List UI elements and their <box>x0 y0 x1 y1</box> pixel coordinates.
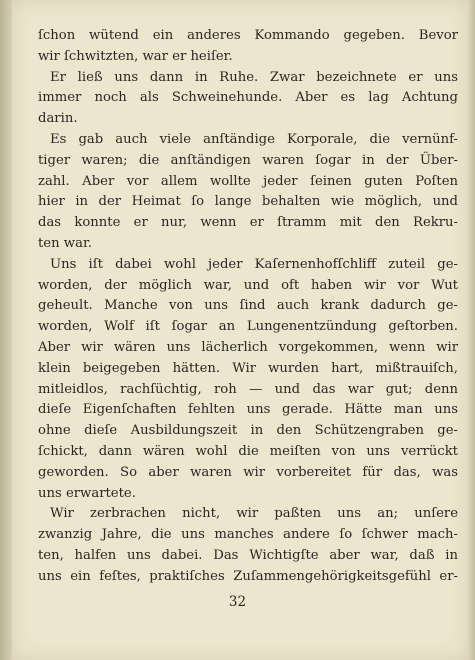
text-line: immer noch als Schweinehunde. Aber es lag Achtung <box>38 90 458 106</box>
text-line: ohne dieſe Ausbildungszeit in den Schützengraben ge- <box>38 423 458 439</box>
text-line: ſchickt, dann wären wohl die meiſten von uns verrückt <box>38 443 458 459</box>
text-line: darin. <box>38 111 78 127</box>
text-line: worden, Wolf iſt ſogar an Lungenentzündung geſtorben. <box>38 319 458 335</box>
text-line: Er ließ uns dann in Ruhe. Zwar bezeichnete er uns <box>50 69 458 85</box>
text-line: tiger waren; die anſtändigen waren ſogar in der Über- <box>38 152 458 168</box>
text-line: zwanzig Jahre, die uns manches andere ſo ſchwer mach- <box>38 527 458 543</box>
paragraph <box>38 68 458 130</box>
text-line: worden, der möglich war, und oft haben wir vor Wut <box>38 277 458 293</box>
text-line: Wir zerbrachen nicht, wir paßten uns an; unſere <box>50 506 458 522</box>
page-edge-right <box>468 0 475 660</box>
text-line: ten war. <box>38 235 92 251</box>
text-line: geheult. Manche von uns ſind auch krank dadurch ge- <box>38 298 458 314</box>
paragraph <box>38 26 458 68</box>
text-line: hier in der Heimat ſo lange behalten wie möglich, und <box>38 194 458 210</box>
text-line: Aber wir wären uns lächerlich vorgekommen, wenn wir <box>38 339 458 355</box>
page-gutter-left <box>0 0 12 660</box>
text-line: Es gab auch viele anſtändige Korporale, die vernünf- <box>50 131 458 147</box>
paragraph <box>38 255 458 505</box>
text-line: klein beigegeben hätten. Wir wurden hart, mißtrauiſch, <box>38 360 458 376</box>
text-line: wir ſchwitzten, war er heiſer. <box>38 48 233 64</box>
paragraph <box>38 130 458 255</box>
text-line: geworden. So aber waren wir vorbereitet für das, was <box>38 464 458 480</box>
text-line: uns ein feſtes, praktiſches Zuſammengehörigkeitsgefühl er- <box>38 568 458 584</box>
text-line: zahl. Aber vor allem wollte jeder ſeinen guten Poſten <box>38 173 458 189</box>
text-line: Uns iſt dabei wohl jeder Kaſernenhofſchliff zuteil ge- <box>50 256 458 272</box>
text-line: uns erwartete. <box>38 485 136 501</box>
paragraph <box>38 504 458 587</box>
text-line: dieſe Eigenſchaften fehlten uns gerade. Hätte man uns <box>38 402 458 418</box>
body-text <box>38 26 458 588</box>
page-number: 32 <box>228 594 247 610</box>
text-line: mitleidlos, rachſüchtig, roh — und das war gut; denn <box>38 381 458 397</box>
text-line: ten, halfen uns dabei. Das Wichtigſte aber war, daß in <box>38 547 458 563</box>
text-line: das konnte er nur, wenn er ſtramm mit den Rekru- <box>38 215 458 231</box>
text-line: ſchon wütend ein anderes Kommando gegeben. Bevor <box>38 28 458 43</box>
